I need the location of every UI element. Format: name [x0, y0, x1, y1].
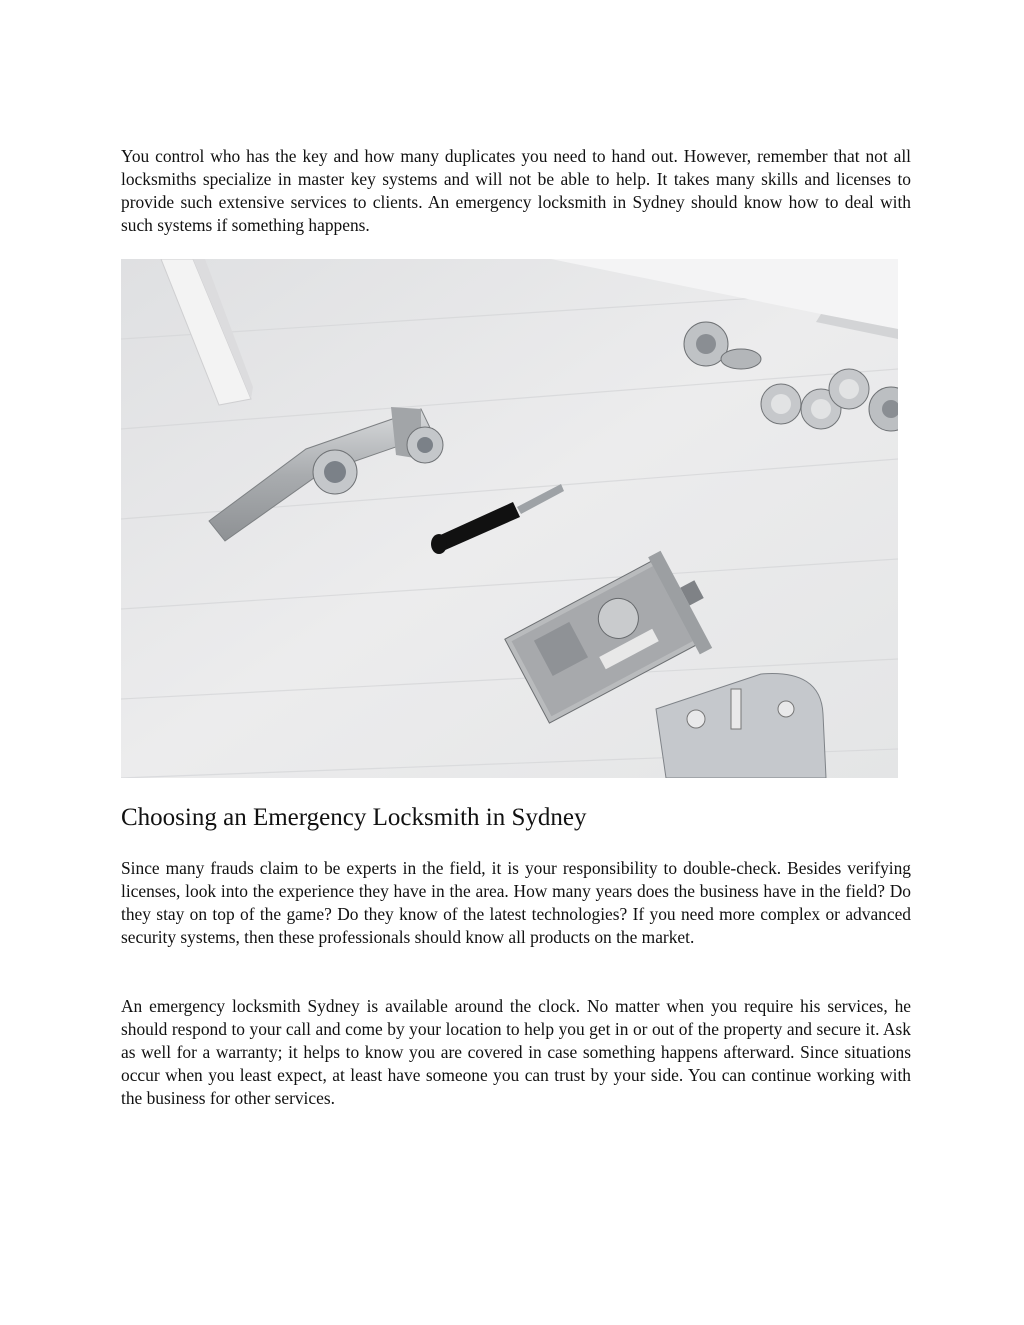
availability-paragraph: An emergency locksmith Sydney is available around the clock. No matter when you require his services, he should respond to your call and come by your location to help you get in or out of the property and secure it. Ask as well for a warranty; it helps to know you are covered in case something happens afterward. Since situations occur when you least expect, at least have someone you can trust by your side. You can continue working with the business for other services.	[121, 996, 911, 1108]
intro-paragraph: You control who has the key and how many duplicates you need to hand out. However, remember that not all locksmiths specialize in master key systems and will not be able to help. It takes many skills and licenses to provide such extensive services to clients. An emergency locksmith in Sydney should know how to deal with such systems if something happens.	[121, 146, 911, 235]
section-heading: Choosing an Emergency Locksmith in Sydney	[121, 804, 587, 831]
lock-parts-photo	[121, 259, 898, 778]
choosing-paragraph: Since many frauds claim to be experts in the field, it is your responsibility to double-check. Besides verifying licenses, look into the experience they have in the area. How many years does the business have in the field? Do they stay on top of the game? Do they know of the latest technologies? If you need more complex or advanced security systems, then these professionals should know all products on the market.	[121, 858, 911, 947]
